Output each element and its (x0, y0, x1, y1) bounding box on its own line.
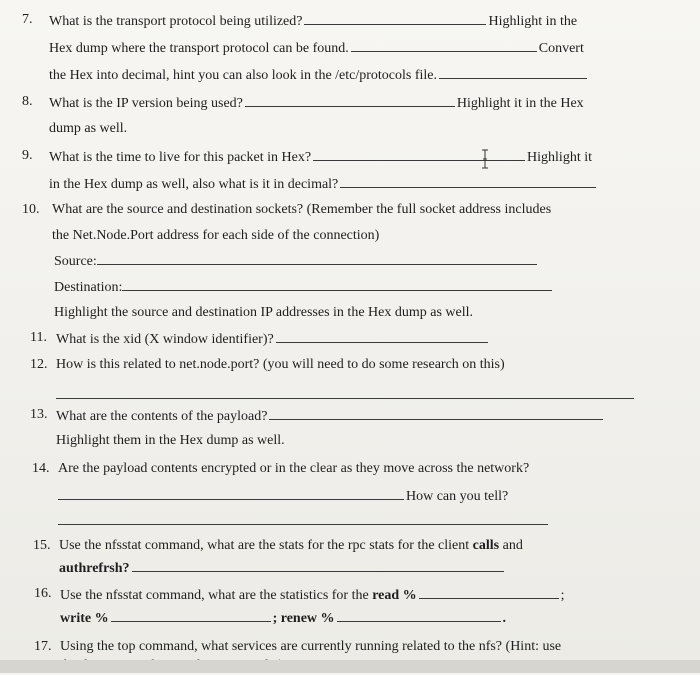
q16-text-renew: ; renew % (272, 611, 335, 626)
q15-answer-blank (132, 558, 504, 572)
q11-text: What is the xid (X window identifier)? (56, 332, 274, 347)
q17-number: 17. (34, 639, 52, 654)
q8-text-a: What is the IP version being used? (49, 96, 243, 111)
q15-text-authrefrsh: authrefrsh? (59, 561, 130, 576)
page-bottom-edge (0, 660, 700, 673)
q7-line1 (49, 11, 577, 31)
q14-line1: Are the payload contents encrypted or in the clear as they move across the network? (58, 461, 530, 476)
q16-text-semicolon: ; (560, 588, 565, 603)
q13-number: 13. (30, 407, 48, 422)
q9-text-b: Highlight it (527, 150, 592, 165)
q17-line1: Using the top command, what services are currently running related to the nfs? (Hint: use (60, 639, 562, 654)
q14-line2 (58, 486, 508, 506)
q16-text-read: read % (372, 588, 417, 603)
q7-answer-blank (304, 11, 486, 25)
q7-line2 (49, 38, 584, 58)
q9-text-a: What is the time to live for this packet in Hex? (49, 150, 312, 165)
q16-read-blank (419, 585, 559, 599)
q10-destination-label: Destination: (54, 280, 123, 295)
q10-source-label: Source: (54, 254, 97, 269)
q11-number: 11. (30, 330, 47, 345)
q14-answer-blank (58, 486, 404, 500)
q16-line1 (60, 585, 565, 605)
q10-highlight: Highlight the source and destination IP addresses in the Hex dump as well. (54, 305, 474, 320)
text-cursor-icon (480, 149, 490, 169)
q12-number: 12. (30, 357, 48, 372)
q10-destination (54, 277, 554, 297)
q12-line1: How is this related to net.node.port? (you will need to do some research on this) (56, 357, 505, 372)
q10-number: 10. (22, 202, 40, 217)
q14-number: 14. (32, 461, 50, 476)
q9-decimal-blank (340, 174, 596, 188)
q9-text-c: in the Hex dump as well, also what is it in decimal? (49, 177, 339, 192)
q16-line2 (60, 608, 506, 628)
q15-text-a: Use the nfsstat command, what are the stats for the rpc stats for the client (59, 538, 470, 553)
q15-line2 (59, 558, 506, 578)
q15-text-calls: calls (472, 538, 500, 553)
q13-answer-blank (269, 406, 603, 420)
q10-line2: the Net.Node.Port address for each side of the connection) (52, 228, 380, 243)
q15-number: 15. (33, 538, 51, 553)
q8-line1 (49, 93, 584, 113)
q7-highlight-blank (351, 38, 537, 52)
q10-source (54, 251, 539, 271)
q9-number: 9. (22, 148, 33, 163)
q11-line1 (56, 329, 490, 349)
q14-text-b: How can you tell? (406, 489, 509, 504)
q7-decimal-blank (439, 65, 587, 79)
q16-text-period: . (502, 611, 507, 626)
q13-text: What are the contents of the payload? (56, 409, 268, 424)
q8-number: 8. (22, 94, 33, 109)
q16-text-write: write % (60, 611, 109, 626)
q8-answer-blank (245, 93, 455, 107)
q9-answer-blank (313, 147, 525, 161)
q7-text-d: Convert (538, 41, 584, 56)
q11-answer-blank (276, 329, 488, 343)
q10-source-blank (97, 251, 537, 265)
q16-number: 16. (34, 586, 52, 601)
q15-text-and: and (502, 538, 523, 553)
q16-text-a: Use the nfsstat command, what are the statistics for the (60, 588, 369, 603)
q7-line3 (49, 65, 589, 85)
q9-line1 (49, 147, 592, 167)
q7-text-a: What is the transport protocol being utilized? (49, 14, 303, 29)
q7-text-e: the Hex into decimal, hint you can also look in the /etc/protocols file. (49, 68, 438, 83)
q10-destination-blank (122, 277, 552, 291)
q7-text-b: Highlight in the (488, 14, 578, 29)
q7-number: 7. (22, 12, 33, 27)
q7-text-c: Hex dump where the transport protocol can be found. (49, 41, 349, 56)
q13-line2: Highlight them in the Hex dump as well. (56, 433, 285, 448)
q8-line2: dump as well. (49, 121, 128, 136)
q9-line2 (49, 174, 598, 194)
q16-write-blank (111, 608, 271, 622)
q14-answer-rule (58, 524, 548, 525)
q12-answer-rule (56, 398, 634, 399)
q13-line1 (56, 406, 605, 426)
q10-line1: What are the source and destination sockets? (Remember the full socket address includes (52, 202, 552, 217)
q8-text-b: Highlight it in the Hex (456, 96, 584, 111)
q16-renew-blank (337, 608, 501, 622)
q15-line1 (59, 537, 523, 555)
